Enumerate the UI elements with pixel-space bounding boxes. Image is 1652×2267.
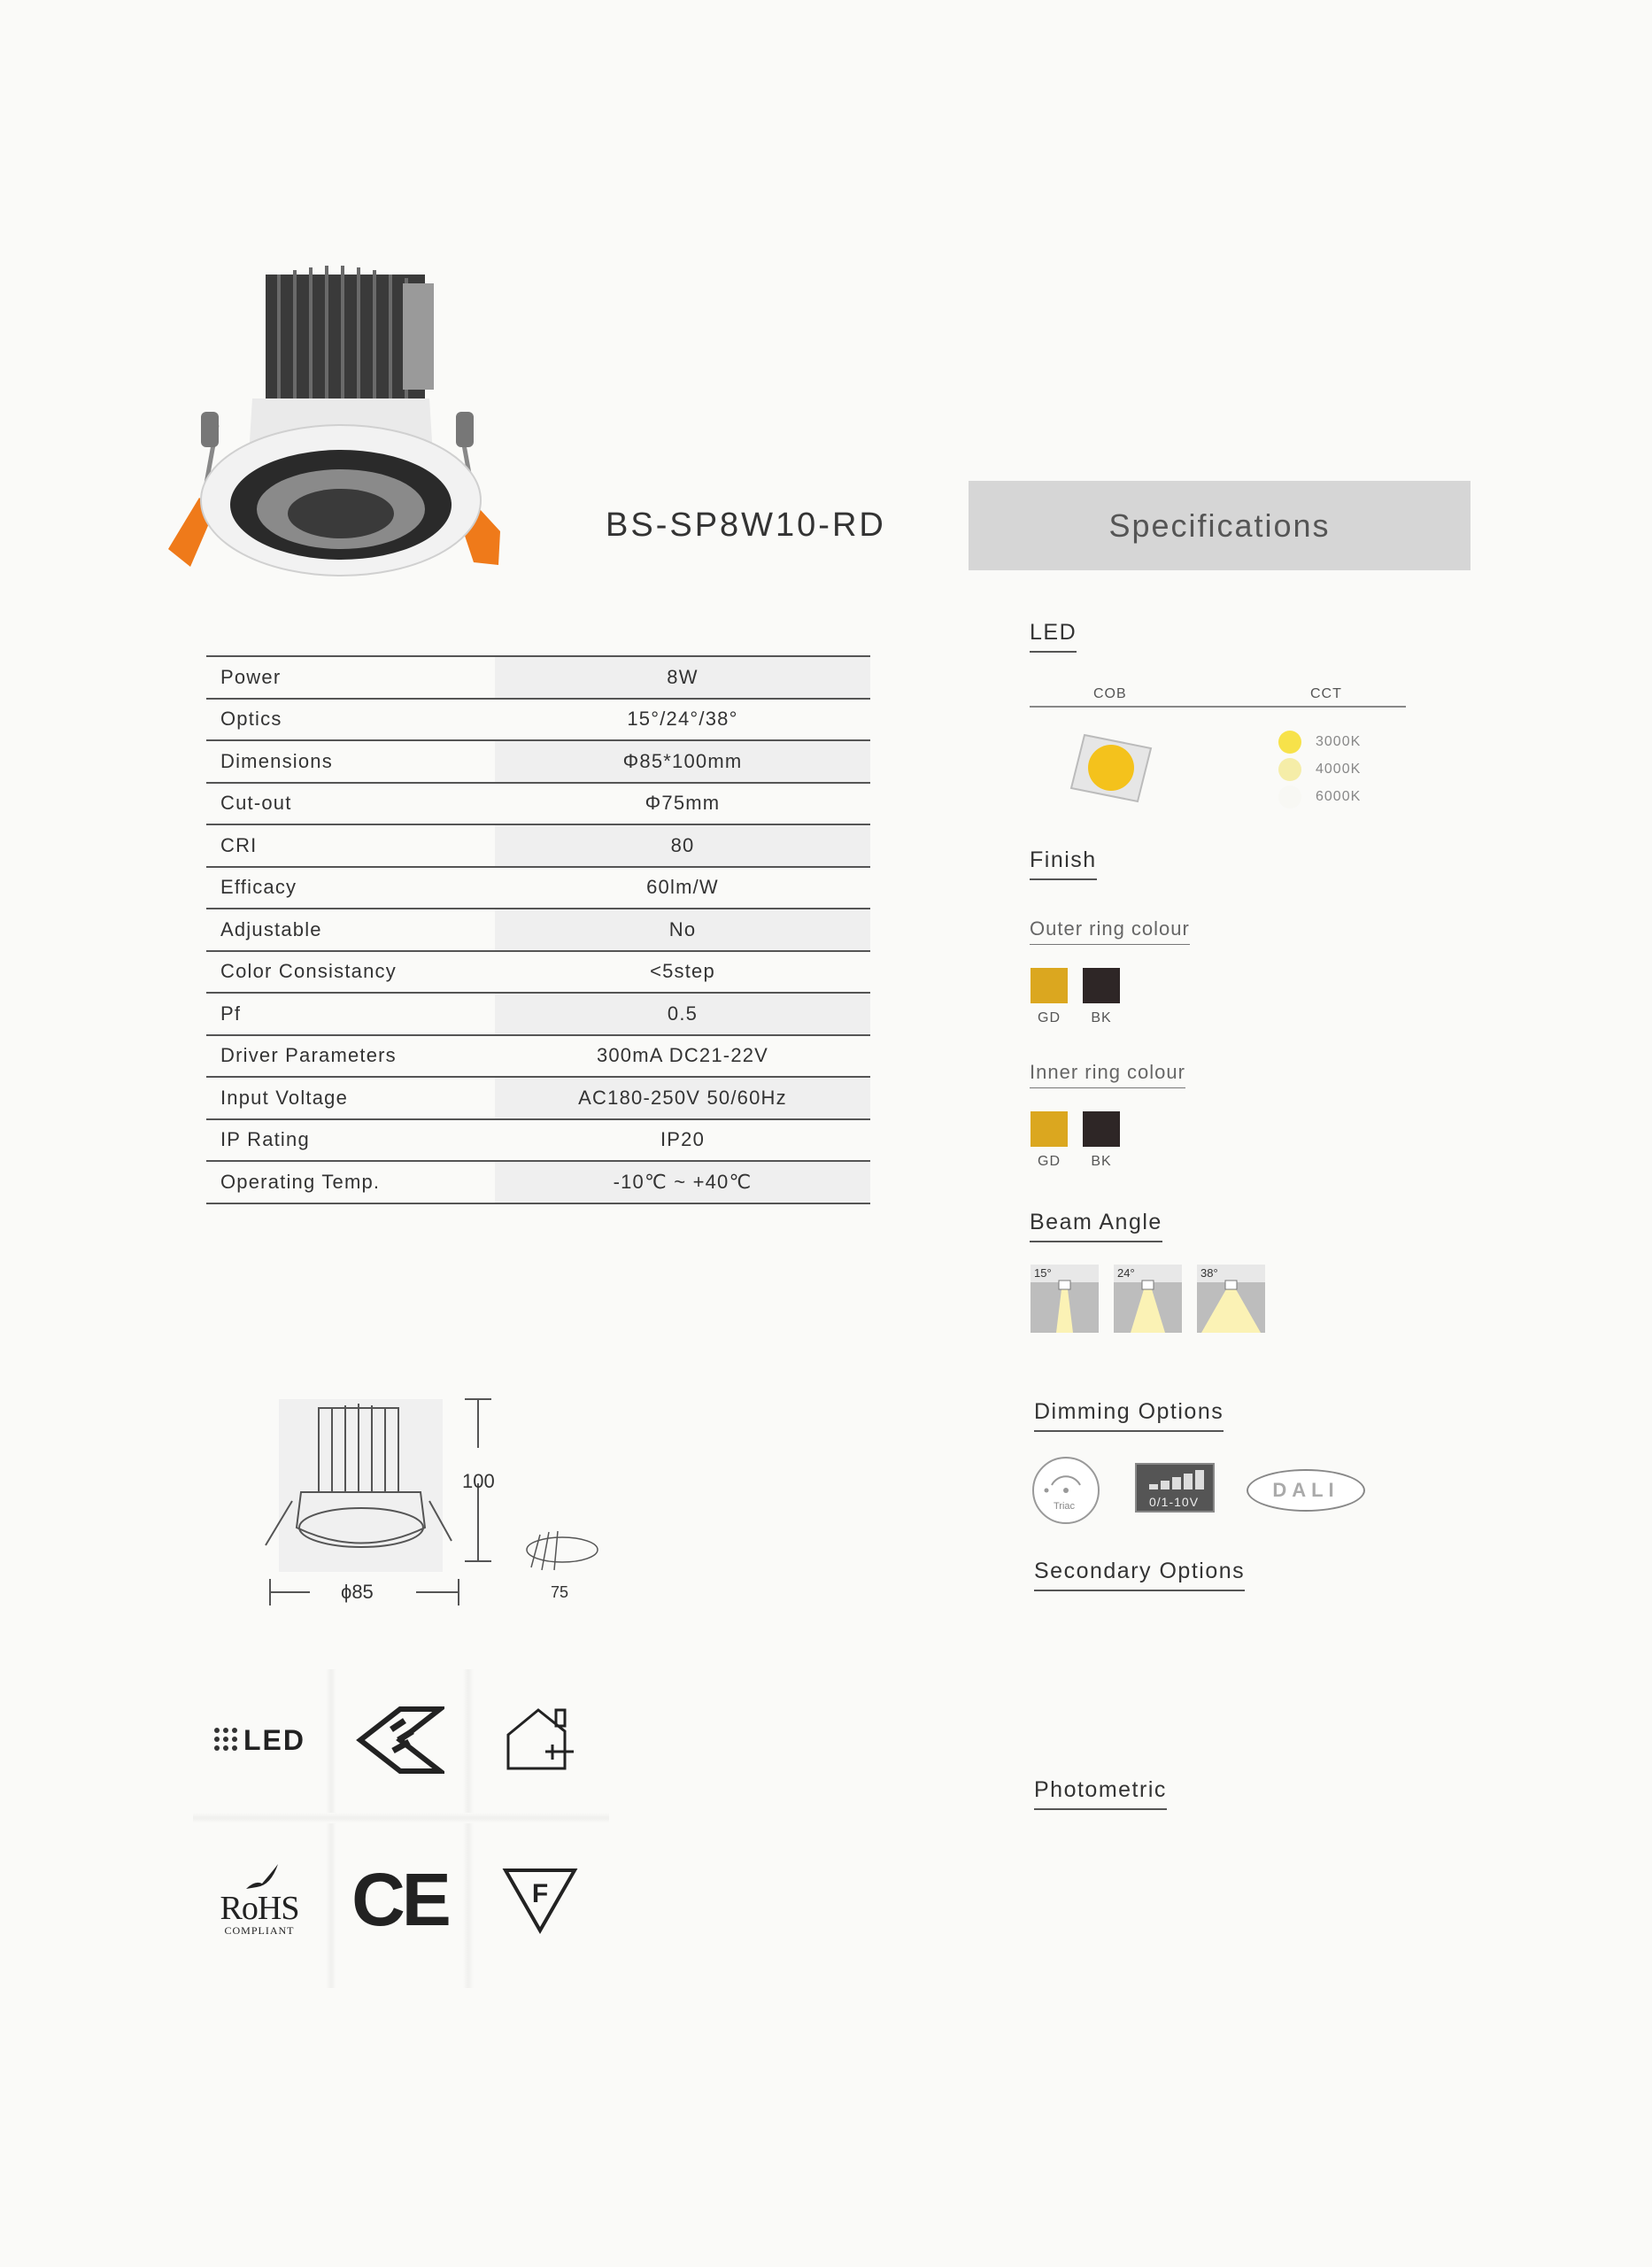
beam-angle-label: 38° (1200, 1266, 1218, 1280)
spec-row (206, 1035, 870, 1078)
beam-angle-list (1031, 1265, 1265, 1333)
beam-15-icon (1031, 1265, 1099, 1333)
specifications-banner (969, 481, 1471, 570)
led-heading: LED (1030, 620, 1077, 653)
height-dimension-label: 100 (462, 1470, 495, 1492)
spec-key: Dimensions (220, 749, 333, 772)
spec-key: Color Consistancy (220, 960, 397, 983)
swatch-item (1083, 968, 1120, 1026)
cob-chip-icon (1067, 731, 1155, 806)
spec-value: Φ85*100mm (495, 740, 870, 783)
spec-key: Pf (220, 1002, 242, 1025)
spec-row (206, 951, 870, 994)
spec-row (206, 783, 870, 825)
spec-row (206, 1077, 870, 1119)
led-section (1030, 620, 1077, 653)
spec-table (206, 655, 870, 1204)
triac-label: Triac (1054, 1501, 1076, 1512)
spec-value: 15°/24°/38° (627, 708, 738, 731)
led-cert-label: LED (243, 1723, 305, 1756)
dimming-section (1034, 1399, 1224, 1432)
beam-section (1030, 1210, 1162, 1242)
triac-dimmer-icon (1032, 1457, 1100, 1524)
finish-section (1030, 847, 1097, 880)
spec-row (206, 740, 870, 783)
cct-option (1278, 755, 1361, 783)
spec-row (206, 824, 870, 867)
photometric-section (1034, 1777, 1167, 1810)
rohs-cert-icon (193, 1838, 326, 1961)
dimmer-010v-label: 0/1-10V (1149, 1495, 1200, 1509)
indoor-use-icon (474, 1687, 606, 1793)
led-header-row (1030, 686, 1406, 708)
dali-label: DALI (1272, 1479, 1339, 1501)
inner-ring-label: Inner ring colour (1030, 1061, 1185, 1088)
spec-value: 80 (495, 824, 870, 867)
rohs-label: RoHS (220, 1889, 299, 1927)
spec-value: 300mA DC21-22V (596, 1044, 769, 1067)
dimension-drawing (257, 1395, 469, 1572)
dimmer-010v-icon (1135, 1463, 1215, 1513)
swatch-code: GD (1038, 1154, 1061, 1169)
spec-row (206, 699, 870, 741)
secondary-section (1034, 1559, 1245, 1591)
cct-label-6000k: 6000K (1316, 788, 1362, 804)
swatch-code: BK (1091, 1010, 1112, 1025)
f-mark-icon (474, 1838, 606, 1961)
spec-value: AC180-250V 50/60Hz (495, 1077, 870, 1119)
cct-dot-4000k (1278, 758, 1301, 781)
spec-key: CRI (220, 833, 258, 856)
spec-key: Power (220, 665, 282, 688)
inner-ring-section (1030, 1061, 1185, 1088)
spec-key: Operating Temp. (220, 1170, 381, 1193)
spec-value: Φ75mm (645, 792, 721, 815)
spec-value: <5step (650, 960, 715, 983)
spec-row (206, 909, 870, 951)
spec-value: 60lm/W (646, 876, 719, 899)
spec-value: -10℃ ~ +40℃ (495, 1161, 870, 1203)
diameter-label: ϕ85 (341, 1581, 374, 1603)
product-image (164, 266, 527, 593)
spec-key: Cut-out (220, 792, 292, 815)
cct-dot-3000k (1278, 731, 1301, 754)
spec-row (206, 867, 870, 909)
cct-list (1278, 728, 1361, 810)
swatch-item (1083, 1111, 1120, 1170)
cct-option (1278, 728, 1361, 755)
dimming-heading: Dimming Options (1034, 1399, 1224, 1432)
beam-angle-label: 15° (1034, 1266, 1052, 1280)
black-swatch (1083, 968, 1120, 1003)
cct-dot-6000k (1278, 785, 1301, 809)
outer-swatches (1031, 968, 1120, 1026)
swatch-code: BK (1091, 1154, 1112, 1169)
spec-key: IP Rating (220, 1128, 310, 1151)
ce-label: CE (351, 1857, 448, 1941)
cct-label: CCT (1310, 686, 1342, 701)
led-cert-icon (193, 1687, 326, 1793)
beam-24-icon (1114, 1265, 1182, 1333)
cob-label: COB (1093, 686, 1127, 701)
beam-heading: Beam Angle (1030, 1210, 1162, 1242)
gold-swatch (1031, 1111, 1068, 1147)
f-mark-label: F (531, 1879, 549, 1908)
certification-grid (193, 1669, 609, 1988)
dali-icon (1247, 1469, 1365, 1512)
spec-value: 8W (495, 656, 870, 699)
enec-cert-icon (336, 1687, 463, 1793)
spec-key: Adjustable (220, 917, 322, 940)
beam-38-icon (1197, 1265, 1265, 1333)
cct-option (1278, 783, 1361, 810)
cutout-label: 75 (551, 1583, 569, 1601)
swatch-code: GD (1038, 1010, 1061, 1025)
outer-ring-label: Outer ring colour (1030, 917, 1190, 945)
spec-row (206, 993, 870, 1035)
cutout-icon (522, 1528, 602, 1572)
finish-heading: Finish (1030, 847, 1097, 880)
spec-value: IP20 (660, 1128, 706, 1151)
specifications-title: Specifications (1108, 507, 1331, 544)
spec-row (206, 1119, 870, 1162)
cct-label-4000k: 4000K (1316, 761, 1362, 777)
inner-swatches (1031, 1111, 1120, 1170)
secondary-heading: Secondary Options (1034, 1559, 1245, 1591)
spec-key: Driver Parameters (220, 1044, 397, 1067)
ce-cert-icon (336, 1838, 463, 1961)
spec-key: Efficacy (220, 876, 297, 899)
model-number: BS-SP8W10-RD (606, 507, 886, 544)
outer-ring-section (1030, 917, 1190, 945)
spec-key: Input Voltage (220, 1086, 349, 1109)
swatch-item (1031, 968, 1068, 1026)
spec-value: 0.5 (495, 993, 870, 1035)
swatch-item (1031, 1111, 1068, 1170)
spec-value: No (495, 909, 870, 951)
black-swatch (1083, 1111, 1120, 1147)
rohs-sublabel: COMPLIANT (224, 1923, 295, 1937)
photometric-heading: Photometric (1034, 1777, 1167, 1810)
spec-row (206, 656, 870, 699)
gold-swatch (1031, 968, 1068, 1003)
beam-angle-label: 24° (1117, 1266, 1135, 1280)
spec-key: Optics (220, 708, 282, 731)
cct-label-3000k: 3000K (1316, 733, 1362, 749)
spec-row (206, 1161, 870, 1203)
